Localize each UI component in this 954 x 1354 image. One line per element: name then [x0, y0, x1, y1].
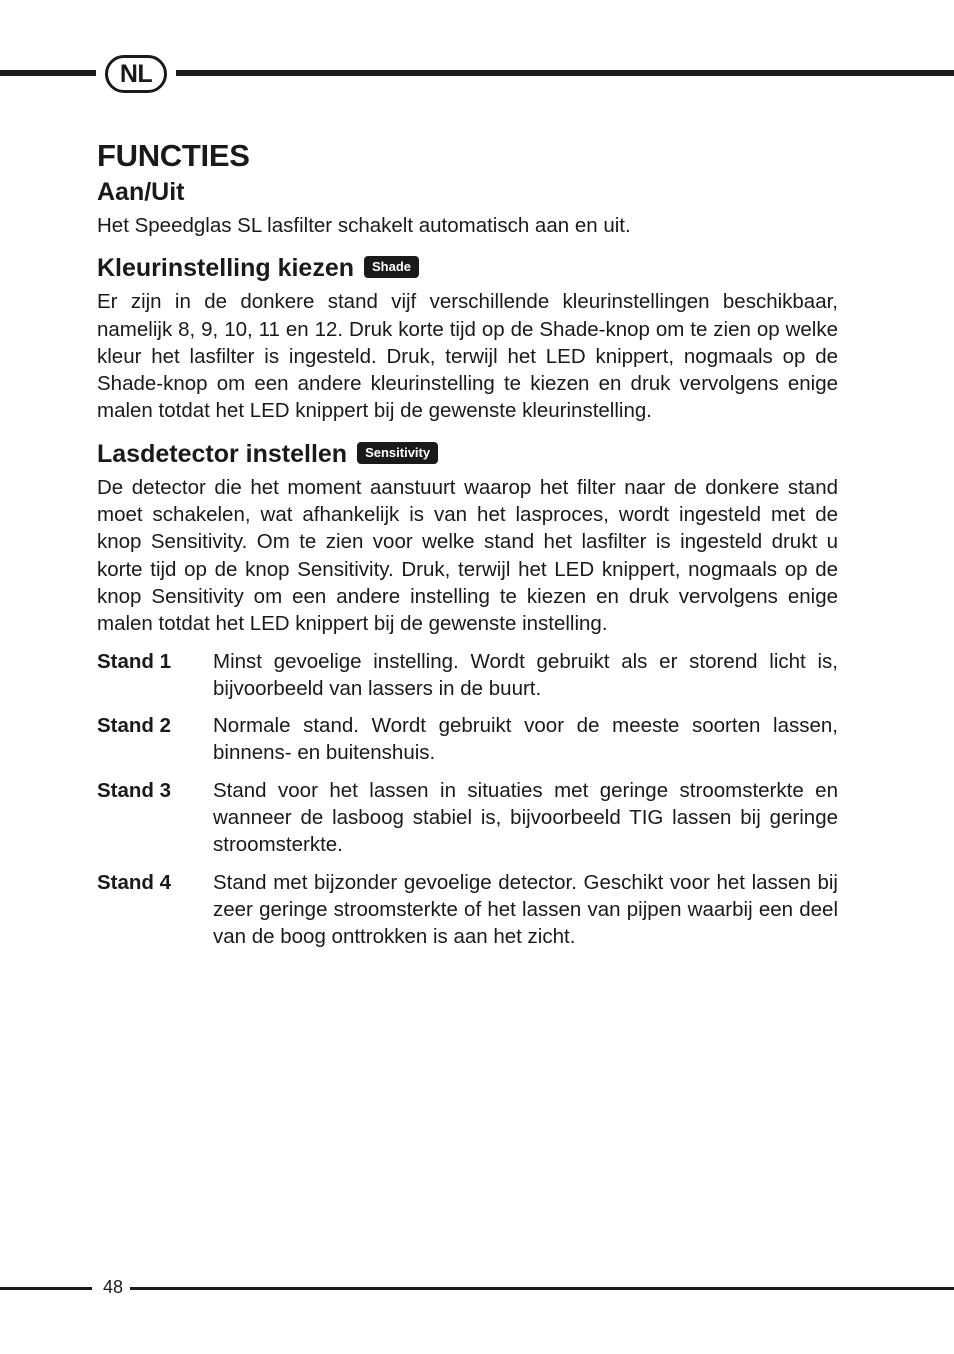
footer-rule-left	[0, 1287, 92, 1290]
stand-list	[97, 648, 838, 951]
stand-label: Stand 1	[97, 649, 172, 673]
stand-item	[97, 777, 838, 859]
stand-description: Normale stand. Wordt gebruikt voor de meeste soorten lassen, binnens- en buitenshuis.	[213, 714, 838, 765]
sensitivity-button-tag: Sensitivity	[357, 442, 438, 464]
section-body-kleurinstelling: Er zijn in de donkere stand vijf verschillende kleurinstellingen beschikbaar, namelijk 8, 9, 10, 11 en 12. Druk korte tijd op de Shade-knop om te zien op welke kleur het lasfilter is ingesteld. Druk, terwijl het LED knippert, nogmaals op de Shade-knop om een andere kleurinstelling te kiezen en druk vervolgens enige malen totdat het LED knippert bij de gewenste kleurinstelling.	[97, 290, 838, 423]
stand-label: Stand 4	[97, 870, 172, 894]
stand-description: Stand voor het lassen in situaties met geringe stroomsterkte en wanneer de lasboog stabiel is, bijvoorbeeld TIG lassen bij geringe stroomsterkte.	[213, 778, 838, 857]
section-heading-aan-uit	[97, 176, 838, 208]
section-heading-lasdetector	[97, 438, 838, 470]
header-rule-right	[176, 70, 954, 76]
footer-rule-right	[130, 1287, 954, 1290]
header-rule-left	[0, 70, 96, 76]
heading-text: Aan/Uit	[97, 178, 185, 206]
section-body-aan-uit: Het Speedglas SL lasfilter schakelt automatisch aan en uit.	[97, 214, 631, 237]
page-content	[97, 136, 838, 951]
page-title: FUNCTIES	[97, 138, 250, 173]
section-heading-kleurinstelling	[97, 252, 838, 284]
stand-label: Stand 3	[97, 778, 172, 802]
page-number: 48	[102, 1277, 124, 1297]
stand-label: Stand 2	[97, 714, 172, 738]
stand-item	[97, 648, 838, 703]
shade-button-tag: Shade	[364, 256, 419, 278]
stand-description: Minst gevoelige instelling. Wordt gebruikt als er storend licht is, bijvoorbeeld van lassers in de buurt.	[213, 649, 838, 700]
language-badge: NL	[105, 55, 167, 93]
heading-text: Lasdetector instellen	[97, 439, 348, 468]
section-body-lasdetector: De detector die het moment aanstuurt waarop het filter naar de donkere stand moet schakelen, wat afhankelijk is van het lasproces, wordt ingesteld met de knop Sensitivity. Om te zien voor welke stand het lasfilter is ingesteld drukt u korte tijd op de knop Sensitivity. Druk, terwijl het LED knippert, nogmaals op de knop Sensitivity om een andere instelling te kiezen en druk vervolgens enige malen totdat het LED knippert bij de gewenste instelling.	[97, 475, 838, 636]
heading-text: Kleurinstelling kiezen	[97, 254, 355, 283]
stand-item	[97, 869, 838, 951]
stand-description: Stand met bijzonder gevoelige detector. Geschikt voor het lassen bij zeer geringe stroomsterkte of het lassen van pijpen waarbij een deel van de boog onttrokken is aan het zicht.	[213, 870, 838, 949]
stand-item	[97, 712, 838, 767]
